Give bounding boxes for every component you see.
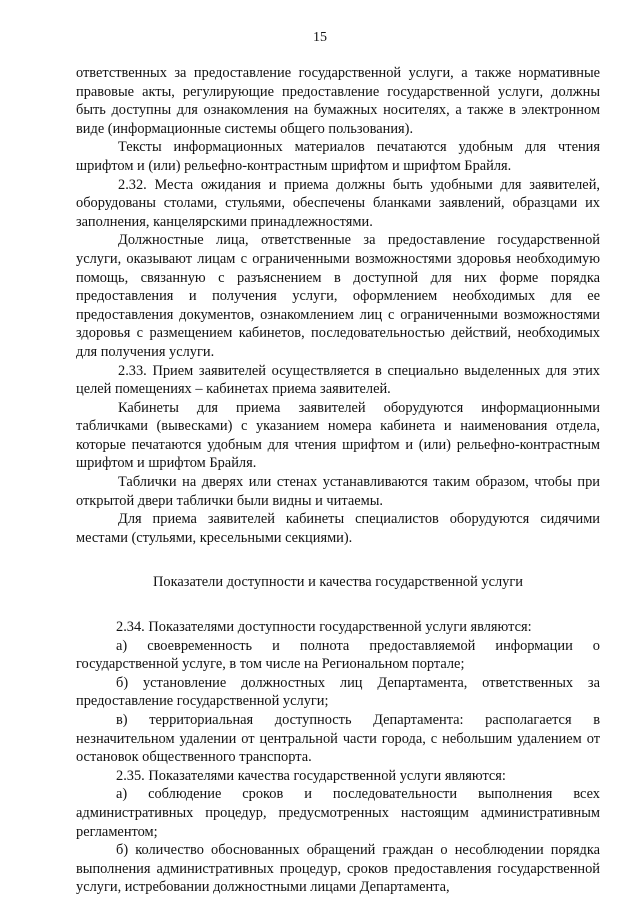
paragraph-officials-help: Должностные лица, ответственные за предоставление государственной услуги, оказывают лицам с ограниченными возможностями здоровья необходимую помощь, связанную с разъяснением в доступной для них форме порядка предоставления и получения услуги, оформлением необходимых для ее предоставления документов, ознакомлением лиц с ограниченными возможностями здоровья с размещением кабинетов, последовательностью действий, необходимых для получения услуги. — [76, 232, 600, 360]
paragraph-2-32: 2.32. Места ожидания и приема должны быть удобными для заявителей, оборудованы столами, стульями, обеспечены бланками заявлений, образцами их заполнения, канцелярскими принадлежностями. — [76, 176, 600, 230]
document-body — [76, 64, 600, 897]
paragraph-info-fonts: Тексты информационных материалов печатаются удобным для чтения шрифтом и (или) рельефно-контрастным шрифтом и шрифтом Брайля. — [76, 139, 600, 174]
list-item-b-officials: б) установление должностных лиц Департамента, ответственных за предоставление государственной услуги; — [76, 674, 600, 710]
list-item-b-complaints: б) количество обоснованных обращений граждан о несоблюдении порядка выполнения административных процедур, сроков предоставления государственной услуги, истребовании должностными лицами Департамента, — [76, 842, 600, 896]
list-item-a-timeliness: а) своевременность и полнота предоставляемой информации о государственной услуге, в том числе на Региональном портале; — [76, 637, 600, 673]
paragraph-2-35: 2.35. Показателями качества государственной услуги являются: — [116, 767, 506, 784]
paragraph-door-signs: Таблички на дверях или стенах устанавливаются таким образом, чтобы при открытой двери таблички были видны и читаемы. — [76, 474, 600, 509]
paragraph-seating: Для приема заявителей кабинеты специалистов оборудуются сидячими местами (стульями, кресельными секциями). — [76, 511, 600, 546]
paragraph-2-34: 2.34. Показателями доступности государственной услуги являются: — [116, 619, 532, 636]
page-number: 15 — [313, 30, 327, 45]
section-heading: Показатели доступности и качества государственной услуги — [153, 574, 523, 591]
list-item-v-accessibility: в) территориальная доступность Департамента: располагается в незначительном удалении от центральной части города, с небольшим удалением от остановок общественного транспорта. — [76, 712, 600, 766]
list-item-a-compliance: а) соблюдение сроков и последовательности выполнения всех административных процедур, предусмотренных настоящим административным регламентом; — [76, 786, 600, 840]
paragraph-2-33: 2.33. Прием заявителей осуществляется в специально выделенных для этих целей помещениях – кабинетах приема заявителей. — [76, 362, 600, 398]
paragraph-office-signs: Кабинеты для приема заявителей оборудуются информационными табличками (вывесками) с указанием номера кабинета и наименования отдела, которые печатаются удобным для чтения шрифтом и (или) рельефно-контрастным шрифтом и шрифтом Брайля. — [76, 399, 600, 472]
paragraph-continuation: ответственных за предоставление государственной услуги, а также нормативные правовые акты, регулирующие предоставление государственной услуги, должны быть доступны для ознакомления на бумажных носителях, а также в электронном виде (информационные системы общего пользования). — [76, 65, 600, 137]
